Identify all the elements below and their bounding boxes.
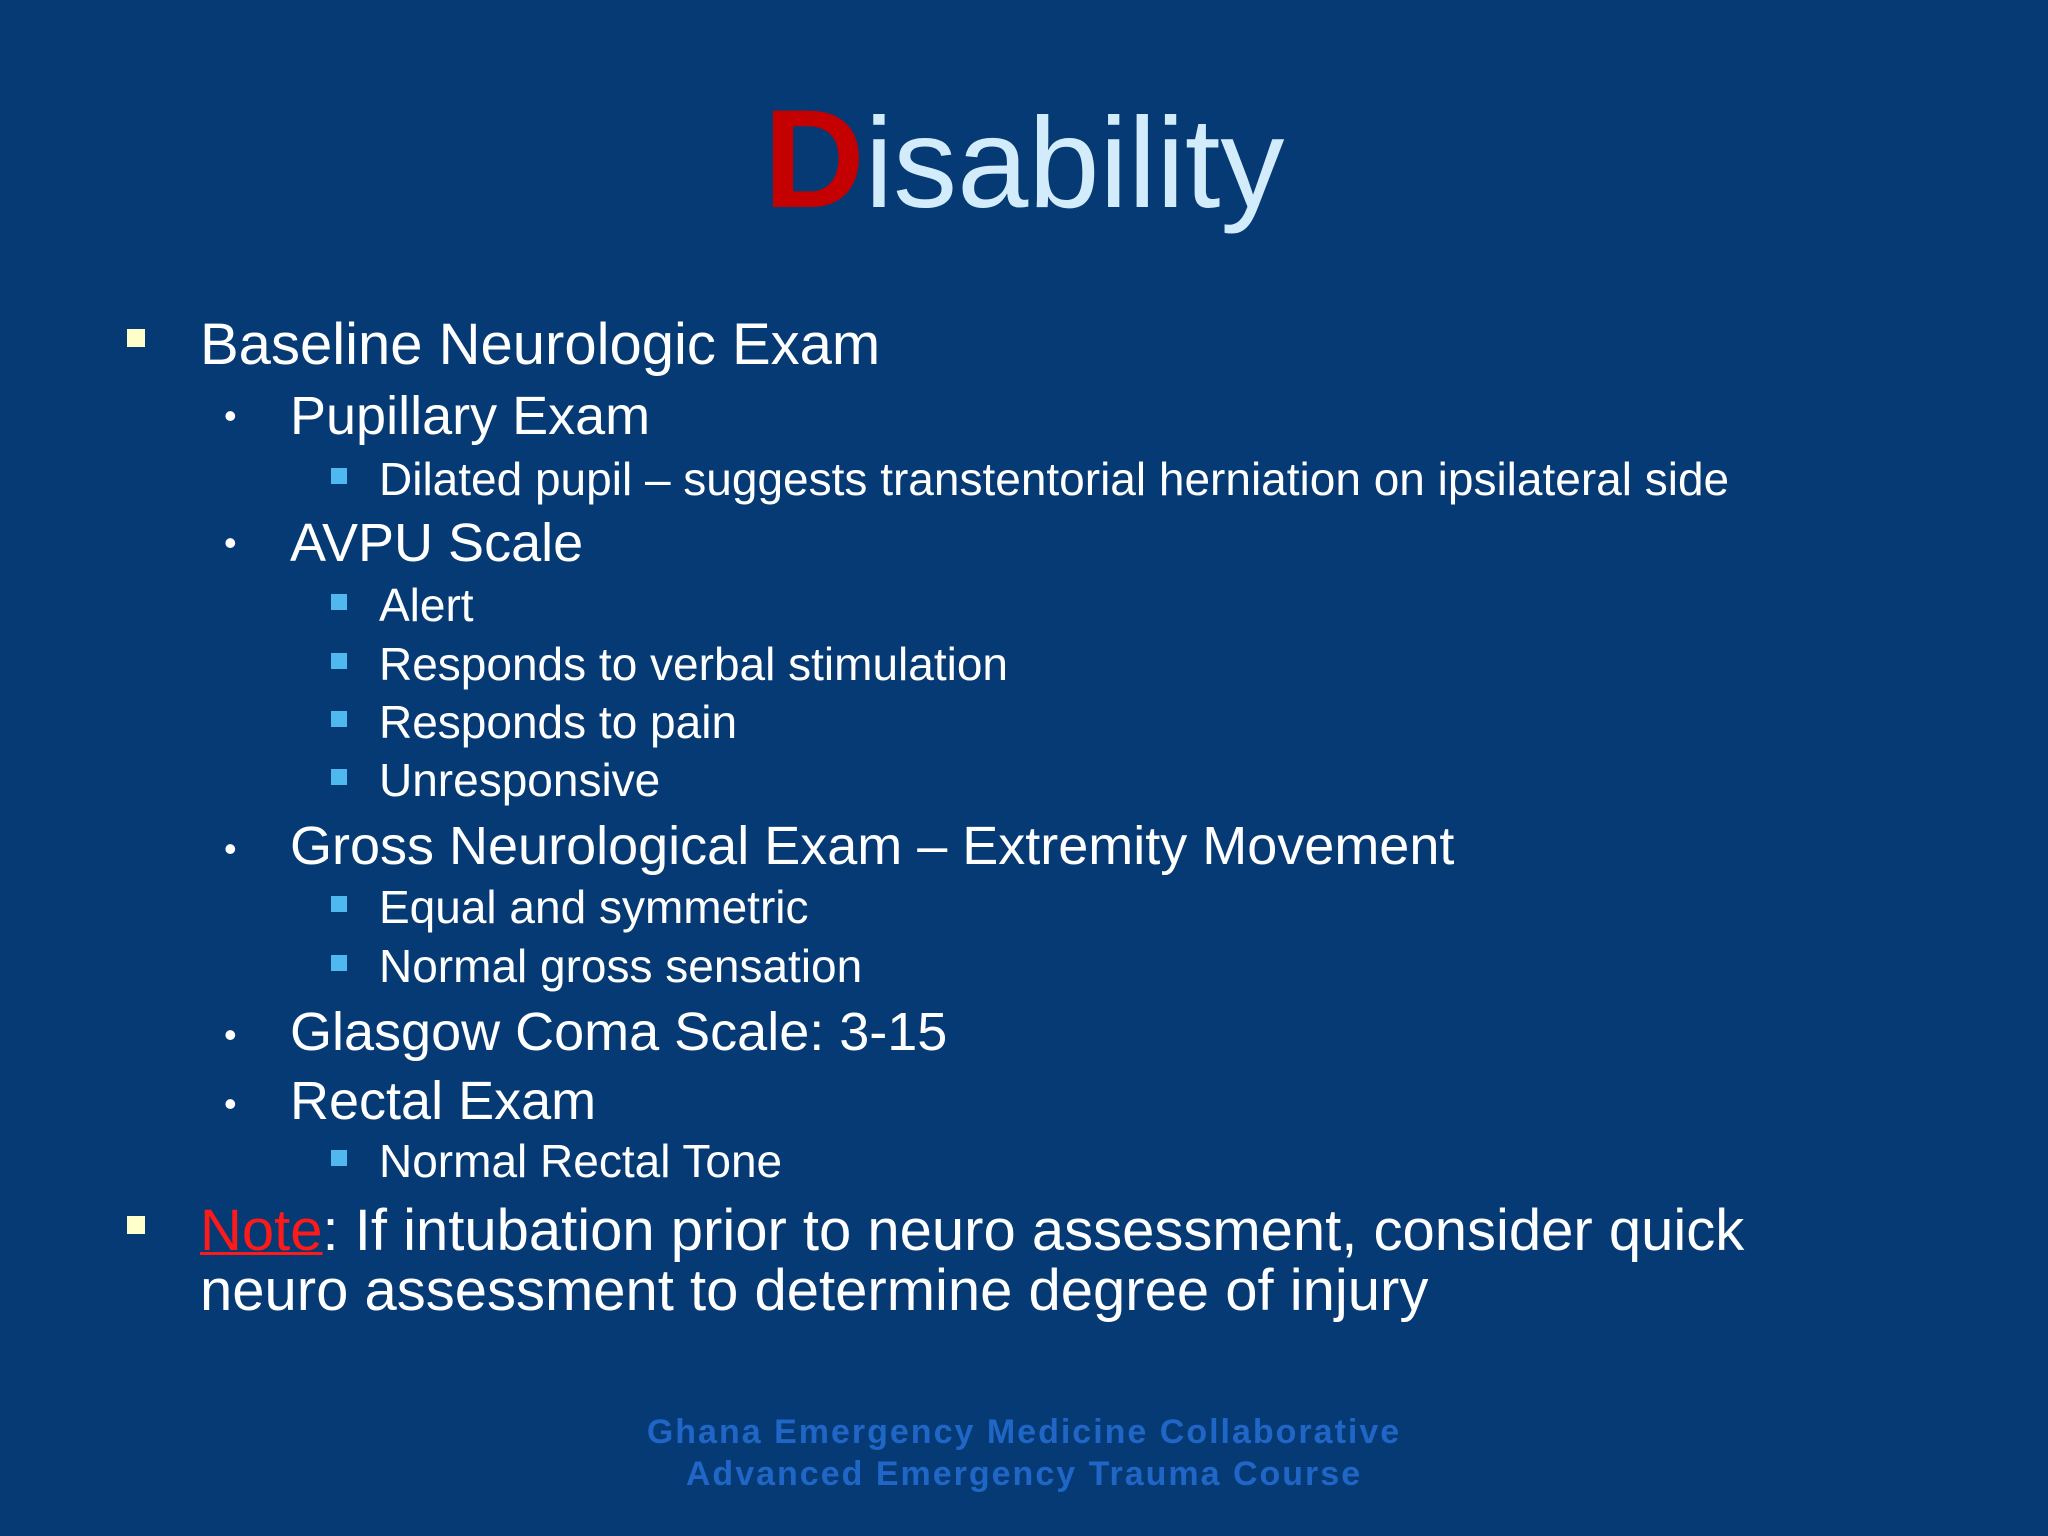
slide-title: [0, 80, 2048, 239]
sub-bullet-alert: Alert: [379, 579, 474, 631]
bullet-avpu-scale: AVPU Scale: [290, 513, 584, 573]
sub-bullet-dilated-pupil: Dilated pupil – suggests transtentorial herniation on ipsilateral side: [379, 453, 1730, 505]
sub-bullet-equal-symmetric: Equal and symmetric: [379, 881, 809, 933]
dot-bullet-icon: •: [224, 522, 237, 563]
square-bullet-icon: [127, 1216, 145, 1234]
title-first-letter: D: [763, 80, 865, 237]
footer-line-2: Advanced Emergency Trauma Course: [685, 1455, 1363, 1493]
dot-bullet-icon: •: [224, 1014, 237, 1055]
title-rest: isability: [864, 92, 1285, 235]
dot-bullet-icon: •: [224, 395, 237, 436]
note-label: Note: [200, 1198, 323, 1263]
square-bullet-icon: [331, 896, 347, 912]
footer-line-1: Ghana Emergency Medicine Collaborative: [646, 1413, 1402, 1451]
bullet-pupillary-exam: Pupillary Exam: [290, 386, 651, 446]
square-bullet-icon: [331, 594, 347, 610]
sub-bullet-rectal-tone: Normal Rectal Tone: [379, 1135, 783, 1187]
square-bullet-icon: [331, 711, 347, 727]
dot-bullet-icon: •: [224, 828, 237, 869]
sub-bullet-verbal: Responds to verbal stimulation: [379, 638, 1008, 690]
square-bullet-icon: [127, 329, 145, 347]
sub-bullet-unresponsive: Unresponsive: [379, 754, 661, 806]
square-bullet-icon: [331, 769, 347, 785]
note-line-1: [200, 1199, 1744, 1263]
bullet-glasgow-coma-scale: Glasgow Coma Scale: 3-15: [290, 1002, 948, 1062]
square-bullet-icon: [331, 468, 347, 484]
bullet-rectal-exam: Rectal Exam: [290, 1071, 597, 1131]
square-bullet-icon: [331, 955, 347, 971]
bullet-gross-neuro-exam: Gross Neurological Exam – Extremity Movement: [290, 816, 1455, 876]
sub-bullet-gross-sensation: Normal gross sensation: [379, 940, 863, 992]
sub-bullet-pain: Responds to pain: [379, 696, 738, 748]
square-bullet-icon: [331, 1150, 347, 1166]
note-text-1: : If intubation prior to neuro assessment, consider quick: [322, 1198, 1745, 1263]
note-line-2: neuro assessment to determine degree of injury: [200, 1258, 1429, 1323]
dot-bullet-icon: •: [224, 1083, 237, 1124]
square-bullet-icon: [331, 653, 347, 669]
bullet-baseline-exam: Baseline Neurologic Exam: [200, 312, 881, 377]
